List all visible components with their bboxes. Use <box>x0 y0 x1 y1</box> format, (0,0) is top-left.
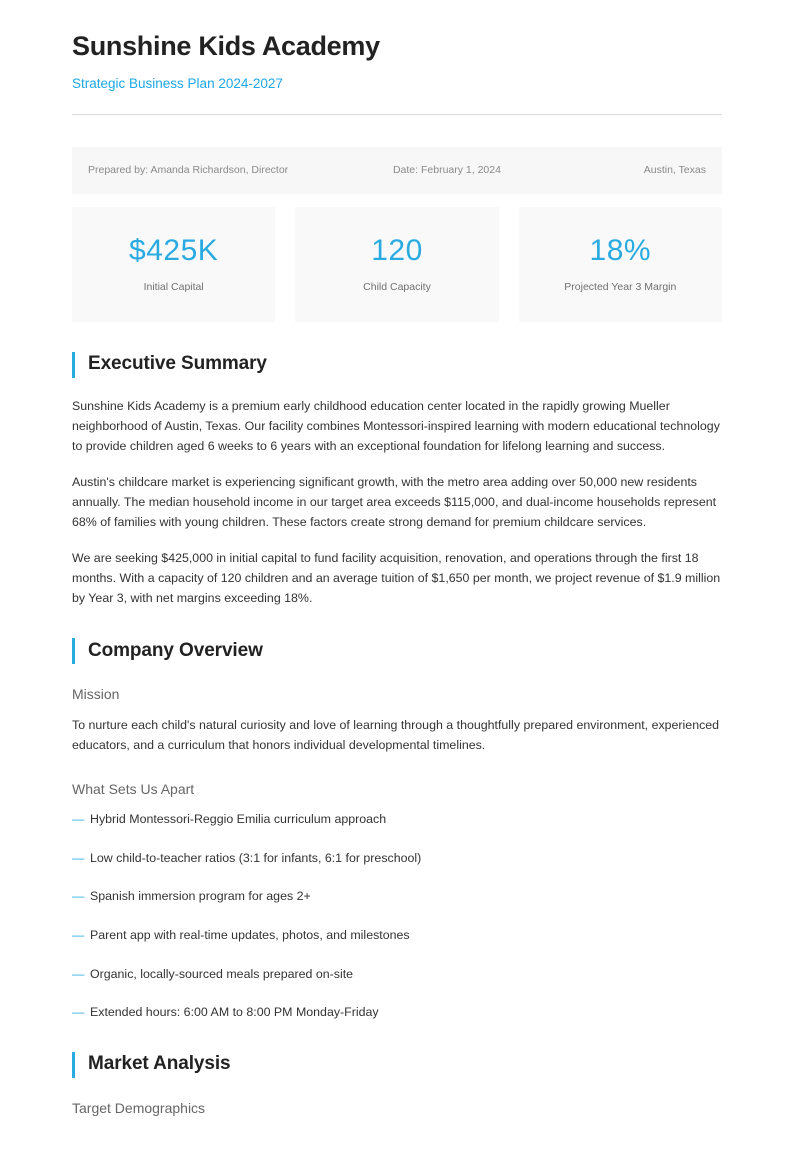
stat-label: Projected Year 3 Margin <box>564 280 677 293</box>
heading-accent-bar-icon <box>72 352 75 378</box>
subheading-what-sets-us-apart: What Sets Us Apart <box>72 781 195 798</box>
page-title: Sunshine Kids Academy <box>72 31 380 61</box>
list-item <box>72 810 722 829</box>
meta-prepared-by: Prepared by: Amanda Richardson, Director <box>88 164 289 177</box>
meta-date: Date: February 1, 2024 <box>392 164 501 177</box>
masthead-divider <box>72 114 722 115</box>
section-heading-market-analysis <box>72 1052 722 1078</box>
list-item-label: Low child-to-teacher ratios (3:1 for infants, 6:1 for preschool) <box>90 850 422 865</box>
list-item <box>72 965 722 984</box>
list-item-label: Hybrid Montessori-Reggio Emilia curriculum approach <box>90 812 387 827</box>
list-item <box>72 1003 722 1022</box>
meta-location: Austin, Texas <box>643 164 706 177</box>
differentiators-list <box>72 810 722 1022</box>
list-item <box>72 887 722 906</box>
document-subtitle: Strategic Business Plan 2024-2027 <box>72 76 283 92</box>
paragraph-mission: To nurture each child's natural curiosity and love of learning through a thoughtfully prepared environment, experienced educators, and a curriculum that honors individual developmental timelines. <box>72 718 720 753</box>
document-masthead <box>72 28 722 115</box>
section-heading-label: Market Analysis <box>88 1053 231 1075</box>
stat-card-initial-capital <box>72 207 275 322</box>
dash-bullet-icon: — <box>72 850 85 865</box>
subheading-target-demographics: Target Demographics <box>72 1099 206 1116</box>
section-heading-company-overview <box>72 638 722 664</box>
stat-value: $425K <box>129 234 219 268</box>
list-item-label: Spanish immersion program for ages 2+ <box>90 889 311 904</box>
stat-card-year3-margin <box>519 207 722 322</box>
dash-bullet-icon: — <box>72 966 85 981</box>
stat-value: 120 <box>371 234 423 268</box>
list-item-label: Parent app with real-time updates, photos, and milestones <box>90 928 410 943</box>
dash-bullet-icon: — <box>72 889 85 904</box>
list-item <box>72 926 722 945</box>
section-heading-executive-summary <box>72 352 722 378</box>
document-meta-bar <box>72 147 722 194</box>
dash-bullet-icon: — <box>72 928 85 943</box>
section-executive-summary <box>72 352 722 609</box>
section-company-overview <box>72 638 722 1021</box>
heading-accent-bar-icon <box>72 1052 75 1078</box>
list-item-label: Organic, locally-sourced meals prepared on-site <box>90 966 354 981</box>
stat-label: Child Capacity <box>363 280 431 293</box>
stat-cards-row <box>72 207 722 322</box>
stat-label: Initial Capital <box>143 280 204 293</box>
heading-accent-bar-icon <box>72 638 75 664</box>
list-item <box>72 849 722 868</box>
section-market-analysis <box>72 1052 722 1117</box>
section-heading-label: Company Overview <box>88 640 263 662</box>
paragraph: Austin's childcare market is experiencing significant growth, with the metro area adding over 50,000 new residents annually. The median household income in our target area exceeds $115,000, and dual-income households represent 68% of families with young children. These factors create strong demand for premium childcare services. <box>72 474 717 530</box>
dash-bullet-icon: — <box>72 812 85 827</box>
paragraph: Sunshine Kids Academy is a premium early childhood education center located in the rapidly growing Mueller neighborhood of Austin, Texas. Our facility combines Montessori-inspired learning with modern educational technology to provide children aged 6 weeks to 6 years with an exceptional foundation for lifelong learning and success. <box>72 398 720 453</box>
dash-bullet-icon: — <box>72 1005 85 1020</box>
list-item-label: Extended hours: 6:00 AM to 8:00 PM Monday-Friday <box>90 1005 379 1020</box>
paragraph: We are seeking $425,000 in initial capital to fund facility acquisition, renovation, and operations through the first 18 months. With a capacity of 120 children and an average tuition of $1,650 per month, we project revenue of $1.9 million by Year 3, with net margins exceeding 18%. <box>72 551 721 606</box>
section-heading-label: Executive Summary <box>88 353 267 375</box>
subheading-mission: Mission <box>72 686 120 703</box>
stat-value: 18% <box>589 234 652 268</box>
stat-card-child-capacity <box>295 207 498 322</box>
